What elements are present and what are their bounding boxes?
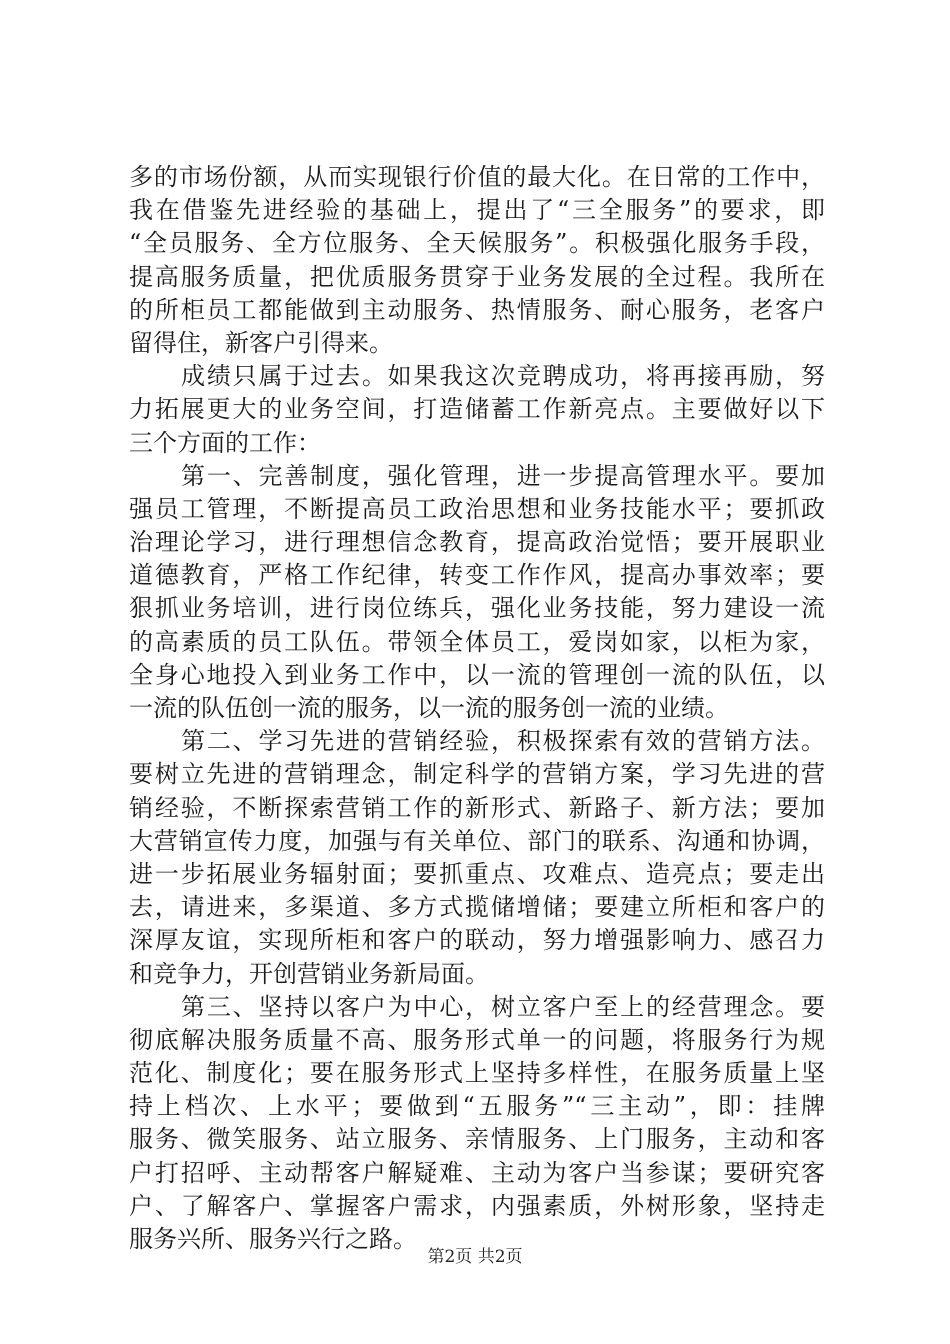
text-line: 服务兴所、服务兴行之路。 [129,1225,417,1253]
text-line: “全员服务、全方位服务、全天候服务”。积极强化服务手段， [129,229,825,258]
text-line: 狠抓业务培训，进行岗位练兵，强化业务技能，努力建设一流 [129,594,825,623]
text-line: 持上档次、上水平；要做到“五服务”“三主动”，即：挂牌 [129,1092,825,1121]
text-line: 大营销宣传力度，加强与有关单位、部门的联系、沟通和协调， [129,826,825,855]
text-line: 成绩只属于过去。如果我这次竞聘成功，将再接再励，努 [181,362,825,391]
text-line: 第一、完善制度，强化管理，进一步提高管理水平。要加 [181,461,825,490]
text-line: 强员工管理，不断提高员工政治思想和业务技能水平；要抓政 [129,494,825,523]
text-line: 去，请进来，多渠道、多方式揽储增储；要建立所柜和客户的 [129,893,825,922]
text-line: 进一步拓展业务辐射面；要抓重点、攻难点、造亮点；要走出 [129,859,825,888]
text-line: 深厚友谊，实现所柜和客户的联动，努力增强影响力、感召力 [129,926,825,955]
text-line: 户、了解客户、掌握客户需求，内强素质，外树形象，坚持走 [129,1191,825,1220]
text-line: 留得住，新客户引得来。 [129,328,393,357]
text-line: 要树立先进的营销理念，制定科学的营销方案，学习先进的营 [129,760,825,789]
document-body [129,161,825,1256]
text-line: 销经验，不断探索营销工作的新形式、新路子、新方法；要加 [129,793,825,822]
text-line: 全身心地投入到业务工作中，以一流的管理创一流的队伍，以 [129,660,825,689]
text-line: 治理论学习，进行理想信念教育，提高政治觉悟；要开展职业 [129,528,825,557]
text-line: 一流的队伍创一流的服务，以一流的服务创一流的业绩。 [129,694,729,722]
text-line: 提高服务质量，把优质服务贯穿于业务发展的全过程。我所在 [129,262,825,291]
text-line: 彻底解决服务质量不高、服务形式单一的问题，将服务行为规 [129,1025,825,1054]
text-line: 第三、坚持以客户为中心，树立客户至上的经营理念。要 [181,992,825,1021]
text-line: 的所柜员工都能做到主动服务、热情服务、耐心服务，老客户 [129,295,825,324]
text-line: 我在借鉴先进经验的基础上，提出了“三全服务”的要求，即 [129,196,825,225]
text-line: 的高素质的员工队伍。带领全体员工，爱岗如家，以柜为家， [129,627,825,656]
text-line: 户打招呼、主动帮客户解疑难、主动为客户当参谋；要研究客 [129,1158,825,1187]
text-line: 力拓展更大的业务空间，打造储蓄工作新亮点。主要做好以下 [129,395,825,424]
text-line: 和竞争力，开创营销业务新局面。 [129,959,489,988]
text-line: 多的市场份额，从而实现银行价值的最大化。在日常的工作中， [129,163,825,191]
text-line: 第二、学习先进的营销经验，积极探索有效的营销方法。 [181,727,825,756]
page-footer: 第2页 共2页 [427,1247,523,1267]
text-line: 道德教育，严格工作纪律，转变工作作风，提高办事效率；要 [129,561,825,590]
text-line: 服务、微笑服务、站立服务、亲情服务、上门服务，主动和客 [129,1125,825,1154]
text-line: 范化、制度化；要在服务形式上坚持多样性，在服务质量上坚 [129,1059,825,1088]
text-line: 三个方面的工作： [129,428,321,457]
